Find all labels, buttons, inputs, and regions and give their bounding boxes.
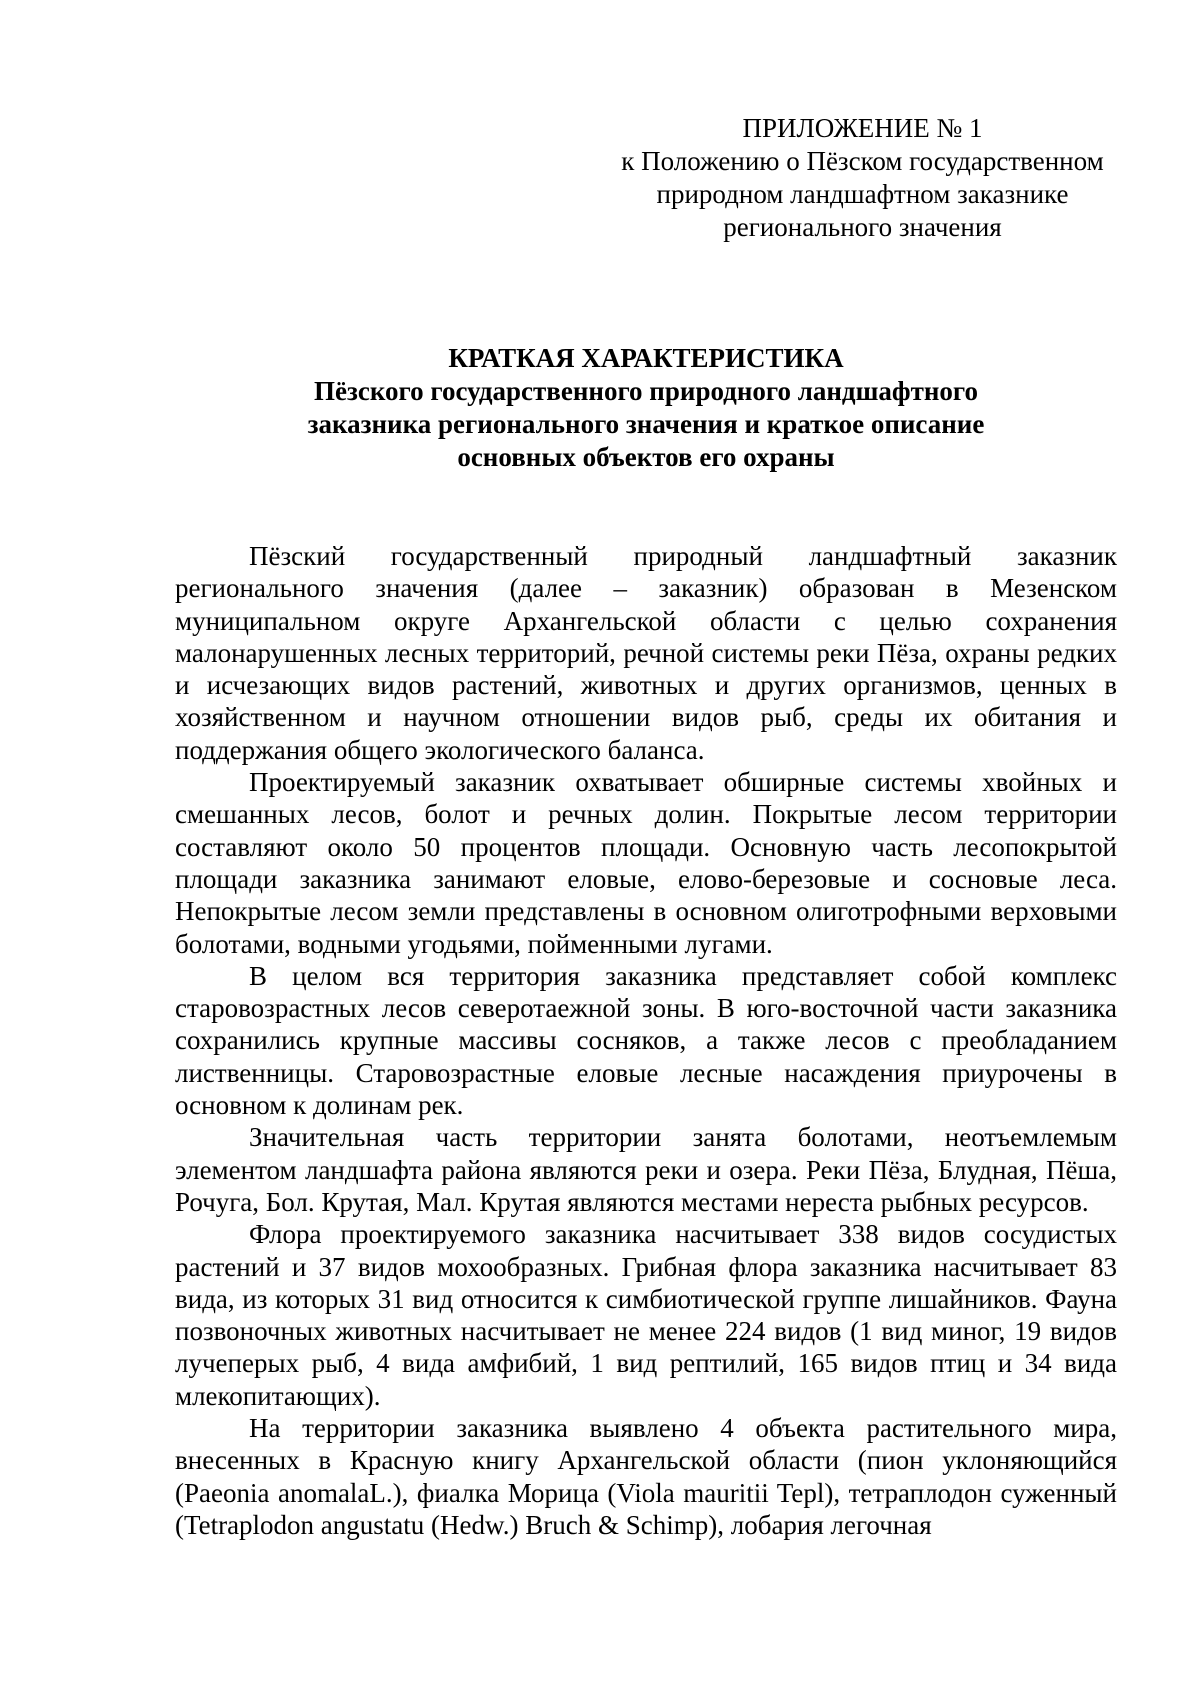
title-subtitle-line: заказника регионального значения и краткое описание xyxy=(307,409,985,439)
paragraph: Значительная часть территории занята болотами, неотъемлемым элементом ландшафта района являются реки и озера. Реки Пёза, Блудная, Пёша, Рочуга, Бол. Крутая, Мал. Крутая являются местами нереста рыбных ресурсов. xyxy=(175,1122,1117,1217)
paragraph: Пёзский государственный природный ландшафтный заказник регионального значения (далее – заказник) образован в Мезенском муниципальном округе Архангельской области с целью сохранения малонарушенных лесных территорий, речной системы реки Пёза, охраны редких и исчезающих видов растений, животных и других организмов, ценных в хозяйственном и научном отношении видов рыб, среды их обитания и поддержания общего экологического баланса. xyxy=(175,541,1117,765)
paragraph: На территории заказника выявлено 4 объекта растительного мира, внесенных в Красную книгу Архангельской области (пион уклоняющийся (Paeonia anomalaL.), фиалка Морица (Viola mauritii Tepl), тетраплодон суженный (Tetraplodon angustatu (Hedw.) Bruch & Schimp), лобария легочная xyxy=(175,1413,1117,1540)
appendix-line: к Положению о Пёзском государственном xyxy=(621,146,1104,176)
appendix-number: ПРИЛОЖЕНИЕ № 1 xyxy=(742,113,983,143)
title-subtitle-line: основных объектов его охраны xyxy=(457,442,835,472)
paragraph: Проектируемый заказник охватывает обширные системы хвойных и смешанных лесов, болот и речных долин. Покрытые лесом территории составляют около 50 процентов площади. Основную часть лесопокрытой площади заказника занимают еловые, елово-березовые и сосновые леса. Непокрытые лесом земли представлены в основном олиготрофными верховыми болотами, водными угодьями, пойменными лугами. xyxy=(175,767,1117,959)
appendix-line: природном ландшафтном заказнике xyxy=(656,179,1069,209)
document-title xyxy=(175,342,1117,474)
paragraph: В целом вся территория заказника представляет собой комплекс старовозрастных лесов северотаежной зоны. В юго-восточной части заказника сохранились крупные массивы сосняков, а также лесов с преобладанием лиственницы. Старовозрастные еловые лесные насаждения приурочены в основном к долинам рек. xyxy=(175,960,1117,1121)
appendix-header xyxy=(600,112,1125,244)
title-heading: КРАТКАЯ ХАРАКТЕРИСТИКА xyxy=(448,343,844,373)
paragraph: Флора проектируемого заказника насчитывает 338 видов сосудистых растений и 37 видов мохообразных. Грибная флора заказника насчитывает 83 вида, из которых 31 вид относится к симбиотической группе лишайников. Фауна позвоночных животных насчитывает не менее 224 видов (1 вид миног, 19 видов лучеперых рыб, 4 вида амфибий, 1 вид рептилий, 165 видов птиц и 34 вида млекопитающих). xyxy=(175,1219,1117,1411)
title-subtitle-line: Пёзского государственного природного ландшафтного xyxy=(314,376,978,406)
document-body xyxy=(175,540,1117,1541)
appendix-line: регионального значения xyxy=(723,212,1002,242)
